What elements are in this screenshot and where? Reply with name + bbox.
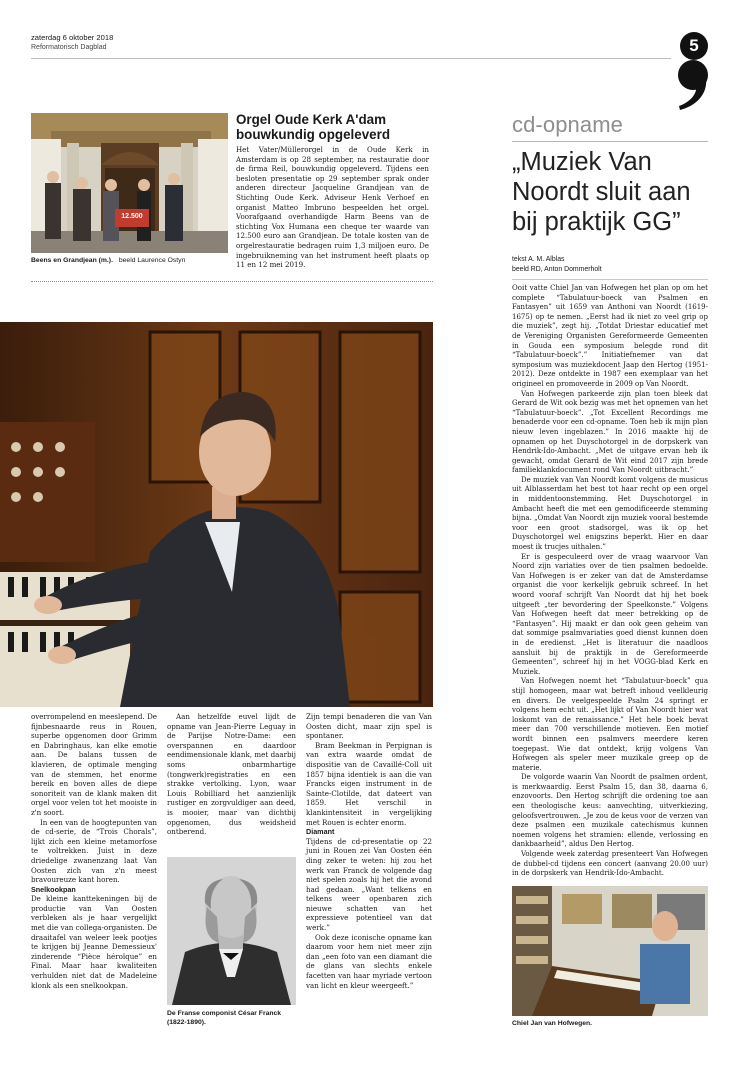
header-rule (31, 58, 671, 59)
col1-p1: overrompelend en meeslepend. De fijnbesnaarde reus in Rouen, superbe opgenomen door Grimm en Dabringhaus, kan elke emotie aan. De balans tussen de klavieren, de optimale menging van de stemmen, het enorme bereik en boven alles de diepe sonoriteit van de klank maken dit orgel voor velen tot het mooiste in z'n soort. (31, 712, 157, 817)
orgel-caption-credit: beeld Laurence Ostyn (118, 257, 186, 264)
col3-p4: Ook deze iconische opname kan daarom voor hem niet meer zijn dan „een foto van een diamant die de glans van slechts enkele facetten van haar myriade vertoon van licht en kleur weergeeft.” (306, 932, 432, 990)
cheque-amount: 12.500 (121, 213, 143, 220)
col3-p2: Bram Beekman in Perpignan is van extra waarde omdat de dispositie van de Cavaillé-Coll uit 1857 bijna identiek is aan die van Francks eigen instrument in de Sainte-Clotilde, dat dateert van 1859. Het verschil in klankintensiteit in vergelijking met Rouen is echter enorm. (306, 740, 432, 827)
orgel-photo (31, 113, 228, 253)
right-p1: Ooit vatte Chiel Jan van Hofwegen het plan op om het complete “Tabulatuur-boeck van Psalmen en Fantasyen” uit 1659 van Anthoni van Noordt (1619-1675) op te nemen. „Eerst had ik niet zo veel grip op die muziek”, zegt hij. „Totdat Driestar educatief met de Vereniging Organisten Gereformeerde Gemeenten in Gouda een symposium belegde rond dit “Tabulatuur-boeck”.” Initiatiefnemer van dat symposium was muziekdocent Jaap den Hertog (1951-2012). Deze ontdekte in 1987 een exemplaar van het origineel en promoveerde in 2009 op Van Noordt. (512, 284, 708, 388)
col1-p2: In een van de hoogtepunten van de cd-serie, de “Trois Chorals”, lijkt zich een kleine metamorfose te voltrekken. Juist in deze driedelige zwanenzang laat Van Oosten zich van z'n meest bravoureuze kant horen. (31, 817, 157, 885)
subhead-diamant: Diamant (306, 827, 335, 837)
article-headline: „Muziek Van Noordt sluit aan bij praktijk GG” (512, 148, 691, 236)
article-kicker: cd-opname (512, 112, 623, 137)
right-p7: Volgende week zaterdag presenteert Van Hofwegen de dubbel-cd tijdens een concert (aanvang 20.00 uur) in de dorpskerk van Hendrik-Ido-Ambacht. (512, 850, 708, 878)
col1-text (31, 712, 157, 990)
col1-p3: De kleine kanttekeningen bij de productie van Van Oosten verbleken als je haar vergelijkt met die van collega-organisten. De draaitafel van weleer leek pootjes te krijgen bij Jeanne Demessieux' zinderende “Pièce héroïque” en Final. Maar haar kwaliteiten verhulden niet dat de Madeleine klonk als een snelkookpan. (31, 894, 157, 990)
col3-p3: Tijdens de cd-presentatie op 22 juni in Rouen zei Van Oosten één ding zeker te weten: hij zou het werk van Franck de volgende dag niet spelen zoals hij het die avond had gedaan. „Want telkens en telkens weer openbaren zich nieuwe schatten van het expressieve potentieel van dat werk.” (306, 836, 432, 933)
orgel-caption-bold: Beens en Grandjean (m.). (31, 257, 113, 264)
orgel-caption (31, 256, 231, 265)
orgel-title: Orgel Oude Kerk A'dam bouwkundig opgeleverd (236, 112, 390, 142)
page-number: 5 (689, 36, 699, 55)
col2-text (167, 712, 296, 837)
header-publication: Reformatorisch Dagblad (31, 44, 107, 51)
right-column-text (512, 284, 708, 879)
header-date: zaterdag 6 oktober 2018 (31, 33, 114, 42)
col3-p1: Zijn tempi benaderen die van Van Oosten dicht, maar zijn spel is spontaner. (306, 712, 432, 741)
organist-photo (0, 322, 433, 707)
comma-ornament-icon (672, 58, 712, 114)
col3-text (306, 712, 432, 990)
page-number-badge (680, 32, 708, 60)
hofwegen-photo (512, 886, 708, 1016)
byline-photo: beeld RD, Anton Dommerholt (512, 266, 602, 273)
col2-p1: Aan hetzelfde euvel lijdt de opname van Jean-Pierre Leguay in de Parijse Notre-Dame: een overspannen en daardoor eendimensionale klank, met daarbij soms onbarmhartige (tongwerk)registraties en een strakke vertolking. Lyon, waar Louis Robilliard het aanzienlijk rustiger en zorgvuldiger aan deed, is mooier, maar van dichtbij opgenomen, dus weidsheid ontberend. (167, 712, 296, 837)
byline-text: tekst A. M. Alblas (512, 256, 565, 263)
hofwegen-caption: Chiel Jan van Hofwegen. (512, 1020, 593, 1027)
subhead-snelkookpan: Snelkookpan (31, 884, 76, 894)
franck-caption: De Franse componist César Franck (1822-1890). (167, 1010, 282, 1026)
kicker-rule (512, 141, 708, 142)
byline-rule (512, 279, 708, 280)
section-divider (31, 281, 433, 282)
right-p6: De volgorde waarin Van Noordt de psalmen ordent, is merkwaardig. Eerst Psalm 15, dan 38, daarna 6, enzovoorts. Den Hertog schrijft die ordening toe aan een theologische keus: aanvechting, uitverkiezing, geloofsvertrouwen. „Je zou de keus voor de verzen van deze psalmen een muzikale catechismus kunnen noemen volgens het stramien: ellende, verlossing en dankbaarheid”, aldus Den Hertog. (512, 773, 708, 849)
franck-portrait (167, 857, 296, 1005)
right-p4: Er is gespeculeerd over de vraag waarvoor Van Noord zijn variaties over de tien psalmen bedoelde. Van Hofwegen is er zeker van dat de Amsterdamse organist die voor kerkelijk gebruik schreef. In het woord vooraf schrijft Van Noordt dat hij het boek uitgeeft „ter bevordering der Speelkonste.” Volgens Van Hofwegen heeft dat meer betrekking op de “Fantasyen”. Hij maakt er dan ook geen geheim van dat sommige psalmvariaties goed dienst kunnen doen in de eredienst. „Het is literatuur die naadloos aansluit bij de praktijk in de Gereformeerde Gemeenten”, schreef hij in het VOGG-blad Kerk en Muziek. (512, 552, 708, 676)
right-p2: Van Hofwegen parkeerde zijn plan toen bleek dat Gerard de Wit ook bezig was met het opnemen van het “Tabulatuur-boeck”. „Tot Excellent Recordings me benaderde voor een cd-opname. Toen heb ik mijn plan nieuw leven ingeblazen.” In 2016 maakte hij de opnamen op het Duyschotorgel in de dorpskerk van Hendrik-Ido-Ambacht. „Met de uitgave ervan heb ik gewacht, omdat Gerard de Wit eind 2017 zijn brede familieklankdocument rond Van Noordt uitbracht.” (512, 389, 708, 475)
orgel-body: Het Vater/Müllerorgel in de Oude Kerk in Amsterdam is op 28 september, na restauratie door de firma Reil, bouwkundig opgeleverd. Tijdens een besloten presentatie op 29 september sprak onder anderen directeur Jacqueline Grandjean van de Stichting Oude Kerk. Adviseur Henk Verhoef en organist Matteo Imbruno bespeelden het orgel. Voorafgaand overhandigde Harm Beens van de stichting Vox Humana een cheque ter waarde van 12.500 euro aan Grandjean. De totale kosten van de orgelrestauratie bedragen ruim 1,3 miljoen euro. De ingebruikneming van het instrument heeft plaats op 11 en 12 mei 2019. (236, 145, 429, 270)
right-p3: De muziek van Van Noordt komt volgens de musicus uit Alblasserdam het best tot haar recht op een orgel in middentoonstemming. Het Duyschotorgel in Ambacht heeft die met een gemodificeerde stemming bijna. „Omdat Van Noordt zijn muziek vooral bestemde voor een groot stadsorgel, was ik op het Duyschotorgel wel enigszins beperkt. Hier en daar moest ik trucjes uithalen.” (512, 475, 708, 552)
right-p5: Van Hofwegen noemt het “Tabulatuur-boeck” qua stijl homogeen, maar wat betreft inhoud veelkleurig en divers. De veelgespeelde Psalm 24 springt er volgens hem echt uit. „Het lijkt of Van Noordt hier wat loskomt van de renaissance.” Het hele boek bevat meer dan 700 verschillende motieven. Een motief wordt binnen een psalmvers meerdere keren toegepast. Wie dat ontdekt, krijg volgens Van Hofwegen als speler meer muzikale greep op de materie. (512, 677, 708, 772)
